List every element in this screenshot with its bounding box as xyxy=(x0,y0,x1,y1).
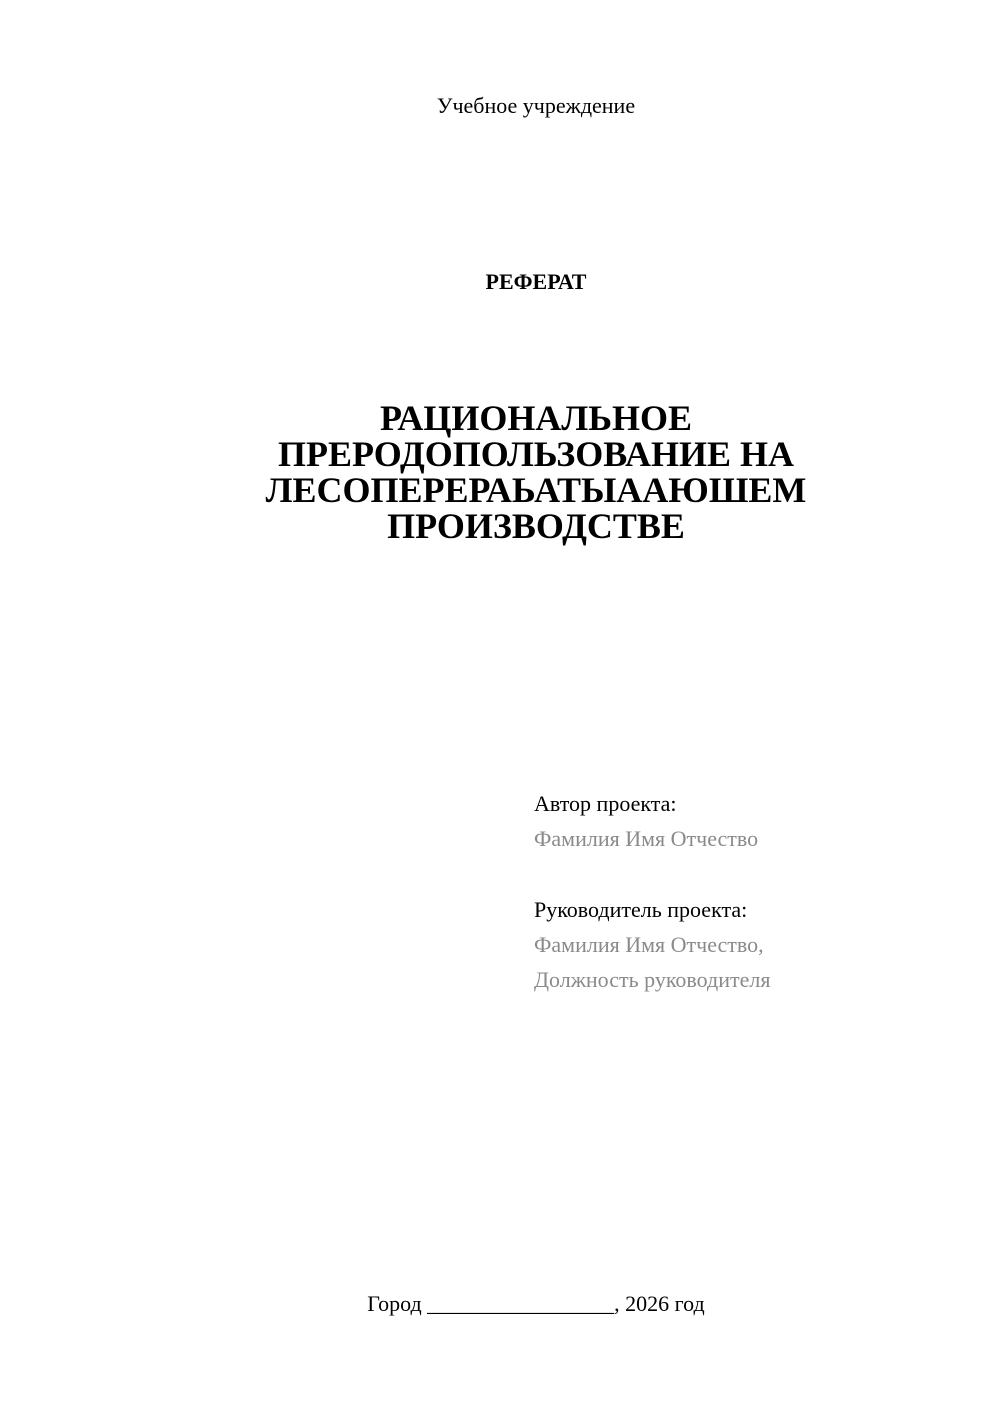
institution-name: Учебное учреждение xyxy=(436,93,636,118)
title-line: ПРОИЗВОДСТВЕ xyxy=(387,506,685,546)
title-line: ЛЕСОПЕРЕРАЬАТЫААЮШЕМ xyxy=(265,470,807,510)
document-title xyxy=(180,400,892,544)
supervisor-label: Руководитель проекта: xyxy=(534,897,748,922)
document-type: РЕФЕРАТ xyxy=(485,269,587,294)
supervisor-name: Фамилия Имя Отчество, xyxy=(534,932,764,957)
title-line: РАЦИОНАЛЬНОЕ xyxy=(379,398,693,438)
credits-block xyxy=(534,786,974,997)
title-line: ПРЕРОДОПОЛЬЗОВАНИЕ НА xyxy=(278,434,794,474)
city-year-line: Город _________________, 2026 год xyxy=(367,1291,705,1316)
author-name: Фамилия Имя Отчество xyxy=(534,826,759,851)
credits-spacer xyxy=(534,856,974,892)
author-label: Автор проекта: xyxy=(534,791,677,816)
supervisor-position: Должность руководителя xyxy=(534,967,771,992)
